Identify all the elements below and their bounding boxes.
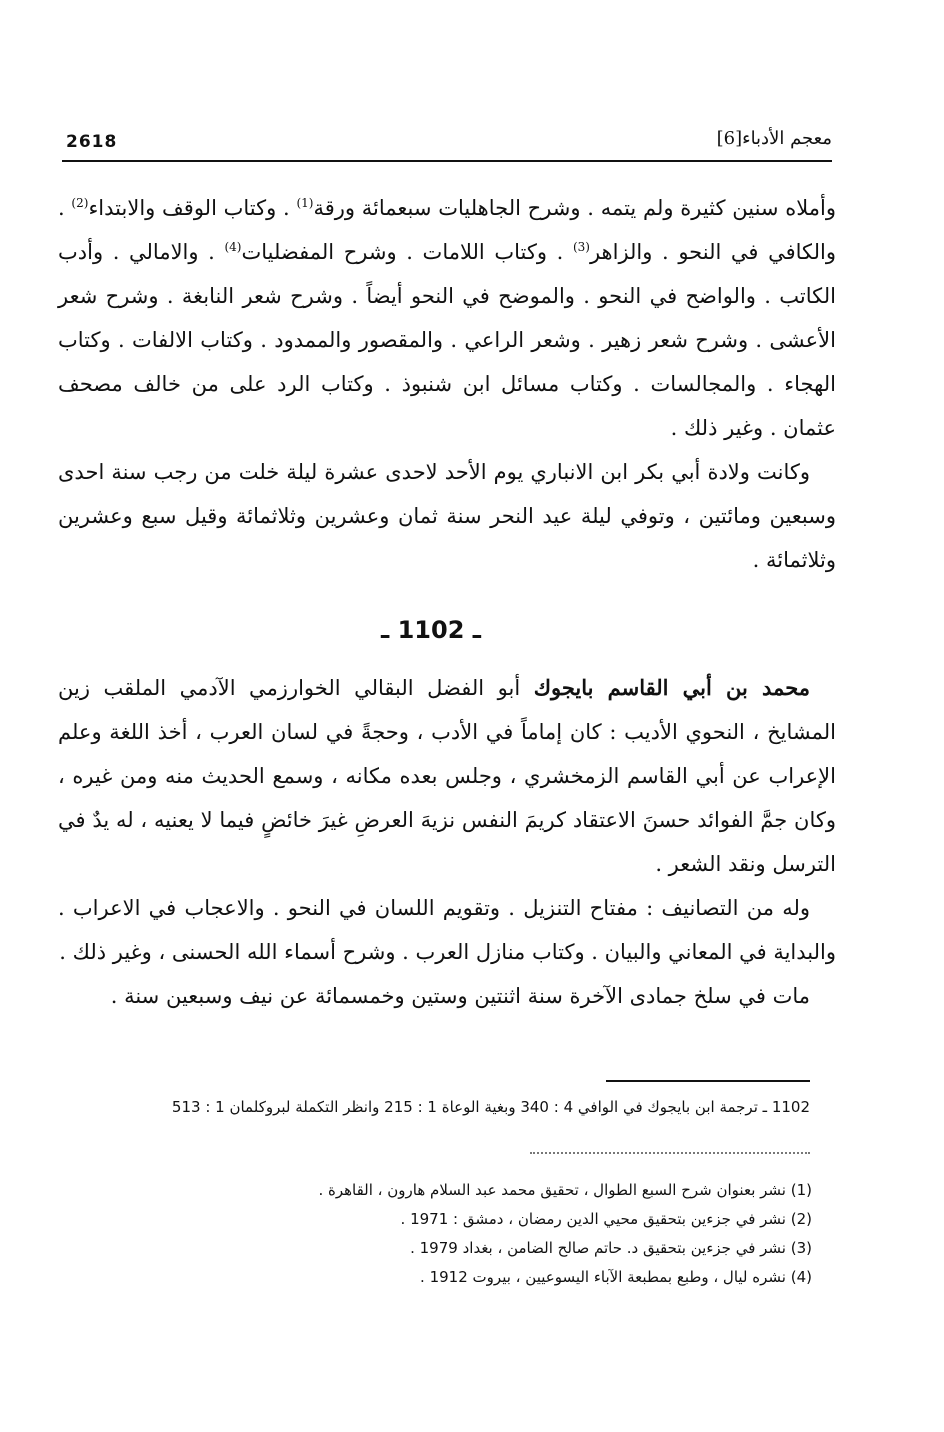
dotted-separator xyxy=(530,1152,810,1154)
subject-name: محمد بن أبي القاسم بايجوك xyxy=(533,675,810,700)
text-run: أبو الفضل البقالي الخوارزمي الآدمي الملقب زين المشايخ ، النحوي الأديب : كان إماماً في الأدب ، وحجةً في لسان العرب ، أخذ اللغة وعلم الإعراب عن أبي القاسم الزمخشري ، وجلس بعده مكانه ، وسمع الحديث منه ومن غيره ، وكان جمَّ الفوائد حسنَ الاعتقاد كريمَ النفس نزيهَ العرضِ غيرَ خائضٍ فيما لا يعنيه ، له يدٌ في الترسل ونقد الشعر . xyxy=(58,676,836,876)
works-paragraph: وله من التصانيف : مفتاح التنزيل . وتقويم اللسان في النحو . والاعجاب في الاعراب . والبداية في المعاني والبيان . وكتاب منازل العرب . وشرح أسماء الله الحسنى ، وغير ذلك . xyxy=(58,896,836,964)
footnote-2: (2) نشر في جزءين بتحقيق محيي الدين رمضان ، دمشق : 1971 . xyxy=(400,1210,812,1228)
entry-number: ـ 1102 ـ xyxy=(381,616,481,644)
page-number: 2618 xyxy=(66,132,118,152)
text-run: . وكتاب الوقف والابتداء xyxy=(88,196,297,220)
footnote-ref-1[interactable]: (1) xyxy=(296,196,314,210)
footnote-rule xyxy=(606,1080,810,1082)
text-run: . والامالي . وأدب الكاتب . والواضح في النحو . والموضح في النحو أيضاً . وشرح شعر النابغة . وشرح شعر الأعشى . وشرح شعر زهير . وشعر الراعي . والمقصور والممدود . وكتاب الالفات . وكتاب الهجاء . والمجالسات . وكتاب مسائل ابن شنبوذ . وكتاب الرد على من خالف مصحف عثمان . وغير ذلك . xyxy=(58,240,836,440)
page-header xyxy=(62,128,832,162)
footnote-3: (3) نشر في جزءين بتحقيق د. حاتم صالح الضامن ، بغداد 1979 . xyxy=(410,1239,812,1257)
text-run: وأملاه سنين كثيرة ولم يتمه . وشرح الجاهليات سبعمائة ورقة xyxy=(313,196,837,220)
footnote-4: (4) نشره ليال ، وطبع بمطبعة الآباء اليسوعيين ، بيروت 1912 . xyxy=(420,1268,812,1286)
text-run: . وكتاب اللامات . وشرح المفضليات xyxy=(241,240,573,264)
previous-entry-continuation xyxy=(58,186,836,582)
footnote-ref-4[interactable]: (4) xyxy=(224,240,242,254)
header-rule xyxy=(62,160,832,162)
death-paragraph: مات في سلخ جمادى الآخرة سنة اثنتين وستين وخمسمائة عن نيف وسبعين سنة . xyxy=(110,984,810,1008)
entry-1102 xyxy=(58,666,836,1018)
biography-paragraph xyxy=(58,666,836,886)
birth-death-paragraph: وكانت ولادة أبي بكر ابن الانباري يوم الأحد لاحدى عشرة ليلة خلت من رجب سنة احدى وسبعين ومائتين ، وتوفي ليلة عيد النحر سنة ثمان وعشرين وثلاثمائة وقيل سبع وعشرين وثلاثمائة . xyxy=(58,460,836,572)
footnote-ref-2[interactable]: (2) xyxy=(71,196,89,210)
footnotes xyxy=(200,1176,812,1292)
running-title: معجم الأدباء[6] xyxy=(716,128,832,149)
source-note: 1102 ـ ترجمة ابن بايجوك في الوافي 4 : 340 وبغية الوعاة 1 : 215 وانظر التكملة لبروكلمان 1 : 513 xyxy=(171,1098,810,1116)
footnote-1: (1) نشر بعنوان شرح السبع الطوال ، تحقيق محمد عبد السلام هارون ، القاهرة . xyxy=(318,1181,812,1199)
text-run: . والكافي في النحو . والزاهر xyxy=(58,196,837,264)
footnote-ref-3[interactable]: (3) xyxy=(572,240,590,254)
works-list-paragraph xyxy=(58,186,836,450)
